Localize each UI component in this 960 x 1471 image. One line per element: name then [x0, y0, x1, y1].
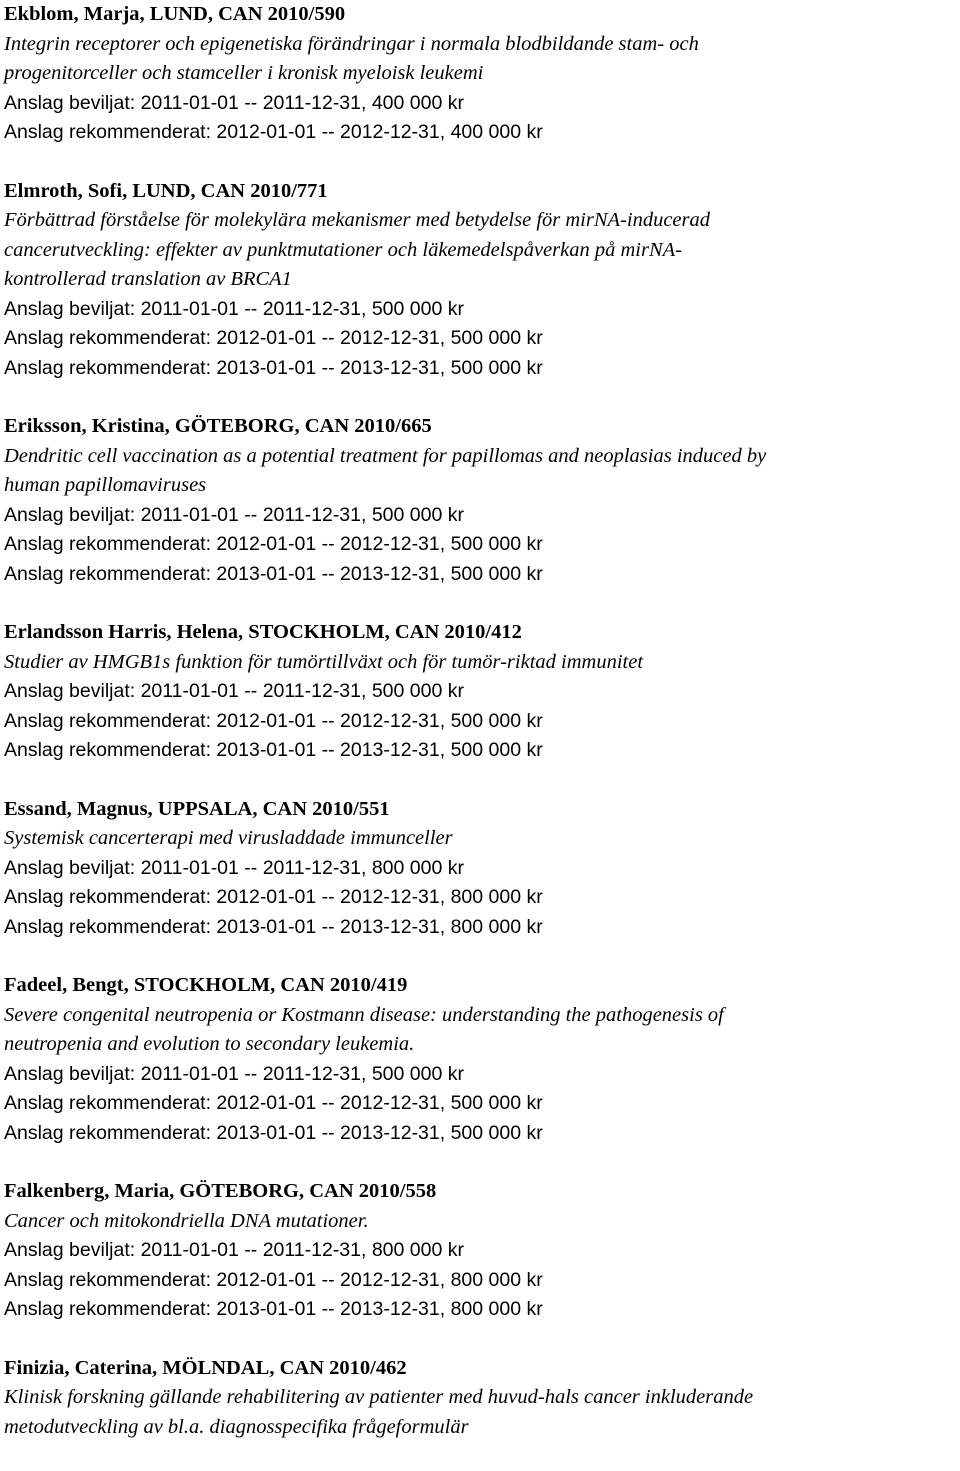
grant-list [4, 0, 960, 1471]
grant-amount-line: Anslag beviljat: 2011-01-01 -- 2011-12-31, 800 000 kr [4, 1239, 464, 1261]
grant-amount-line: Anslag rekommenderat: 2013-01-01 -- 2013-12-31, 800 000 kr [4, 915, 543, 938]
applicant-heading: Fadeel, Bengt, STOCKHOLM, CAN 2010/419 [4, 974, 408, 996]
applicant-heading: Elmroth, Sofi, LUND, CAN 2010/771 [4, 179, 328, 202]
project-title-line: Klinisk forskning gällande rehabilitering av patienter med huvud-hals cancer inkluderande [4, 1386, 754, 1408]
project-title-line: Förbättrad förståelse för molekylära mekanismer med betydelse för mirNA-inducerad [4, 209, 710, 231]
grant-entry [4, 412, 960, 589]
grant-entry [4, 1354, 960, 1443]
project-title-line: Integrin receptorer och epigenetiska förändringar i normala blodbildande stam- och [4, 32, 699, 55]
grant-amount-line: Anslag rekommenderat: 2012-01-01 -- 2012-12-31, 400 000 kr [4, 121, 543, 143]
grant-entry [4, 177, 960, 384]
grant-amount-line: Anslag beviljat: 2011-01-01 -- 2011-12-31, 400 000 kr [4, 91, 464, 114]
project-title-line: metodutveckling av bl.a. diagnosspecifika frågeformulär [4, 1415, 469, 1438]
grant-amount-line: Anslag rekommenderat: 2012-01-01 -- 2012-12-31, 800 000 kr [4, 886, 543, 908]
grant-entry [4, 0, 960, 148]
project-title-line: progenitorceller och stamceller i kronisk myeloisk leukemi [4, 62, 484, 84]
grant-amount-line: Anslag rekommenderat: 2012-01-01 -- 2012-12-31, 500 000 kr [4, 327, 543, 349]
project-title-line: Dendritic cell vaccination as a potential treatment for papillomas and neoplasias induced by [4, 444, 767, 467]
grant-amount-line: Anslag beviljat: 2011-01-01 -- 2011-12-31, 500 000 kr [4, 297, 464, 320]
grant-amount-line: Anslag rekommenderat: 2013-01-01 -- 2013-12-31, 800 000 kr [4, 1298, 543, 1320]
grant-amount-line: Anslag rekommenderat: 2013-01-01 -- 2013-12-31, 500 000 kr [4, 1121, 543, 1144]
grant-amount-line: Anslag rekommenderat: 2012-01-01 -- 2012-12-31, 500 000 kr [4, 709, 543, 732]
applicant-heading: Finizia, Caterina, MÖLNDAL, CAN 2010/462 [4, 1356, 407, 1379]
project-title-line: neutropenia and evolution to secondary leukemia. [4, 1033, 415, 1055]
grant-entry [4, 1177, 960, 1325]
project-title-line: Cancer och mitokondriella DNA mutationer. [4, 1209, 369, 1232]
project-title-line: cancerutveckling: effekter av punktmutationer och läkemedelspåverkan på mirNA- [4, 238, 682, 261]
grant-amount-line: Anslag beviljat: 2011-01-01 -- 2011-12-31, 500 000 kr [4, 503, 464, 526]
grant-entry [4, 971, 960, 1148]
grant-amount-line: Anslag rekommenderat: 2012-01-01 -- 2012-12-31, 800 000 kr [4, 1268, 543, 1291]
applicant-heading: Essand, Magnus, UPPSALA, CAN 2010/551 [4, 797, 390, 820]
grant-entry [4, 795, 960, 943]
grant-amount-line: Anslag rekommenderat: 2013-01-01 -- 2013-12-31, 500 000 kr [4, 562, 543, 585]
grant-amount-line: Anslag beviljat: 2011-01-01 -- 2011-12-31, 500 000 kr [4, 1062, 464, 1085]
project-title-line: human papillomaviruses [4, 474, 207, 496]
applicant-heading: Eriksson, Kristina, GÖTEBORG, CAN 2010/665 [4, 415, 432, 437]
grant-amount-line: Anslag rekommenderat: 2012-01-01 -- 2012-12-31, 500 000 kr [4, 1092, 543, 1114]
grant-amount-line: Anslag beviljat: 2011-01-01 -- 2011-12-31, 800 000 kr [4, 856, 464, 879]
grant-amount-line: Anslag rekommenderat: 2013-01-01 -- 2013-12-31, 500 000 kr [4, 739, 543, 761]
applicant-heading: Erlandsson Harris, Helena, STOCKHOLM, CAN 2010/412 [4, 621, 522, 643]
grant-amount-line: Anslag beviljat: 2011-01-01 -- 2011-12-31, 500 000 kr [4, 680, 464, 702]
project-title-line: Studier av HMGB1s funktion för tumörtillväxt och för tumör-riktad immunitet [4, 650, 644, 673]
applicant-heading: Ekblom, Marja, LUND, CAN 2010/590 [4, 3, 346, 25]
applicant-heading: Falkenberg, Maria, GÖTEBORG, CAN 2010/558 [4, 1180, 437, 1202]
project-title-line: Severe congenital neutropenia or Kostmann disease: understanding the pathogenesis of [4, 1003, 724, 1026]
grant-amount-line: Anslag rekommenderat: 2013-01-01 -- 2013-12-31, 500 000 kr [4, 356, 543, 379]
project-title-line: Systemisk cancerterapi med virusladdade immunceller [4, 827, 453, 849]
grant-amount-line: Anslag rekommenderat: 2012-01-01 -- 2012-12-31, 500 000 kr [4, 533, 543, 555]
project-title-line: kontrollerad translation av BRCA1 [4, 268, 292, 290]
grant-entry [4, 618, 960, 766]
